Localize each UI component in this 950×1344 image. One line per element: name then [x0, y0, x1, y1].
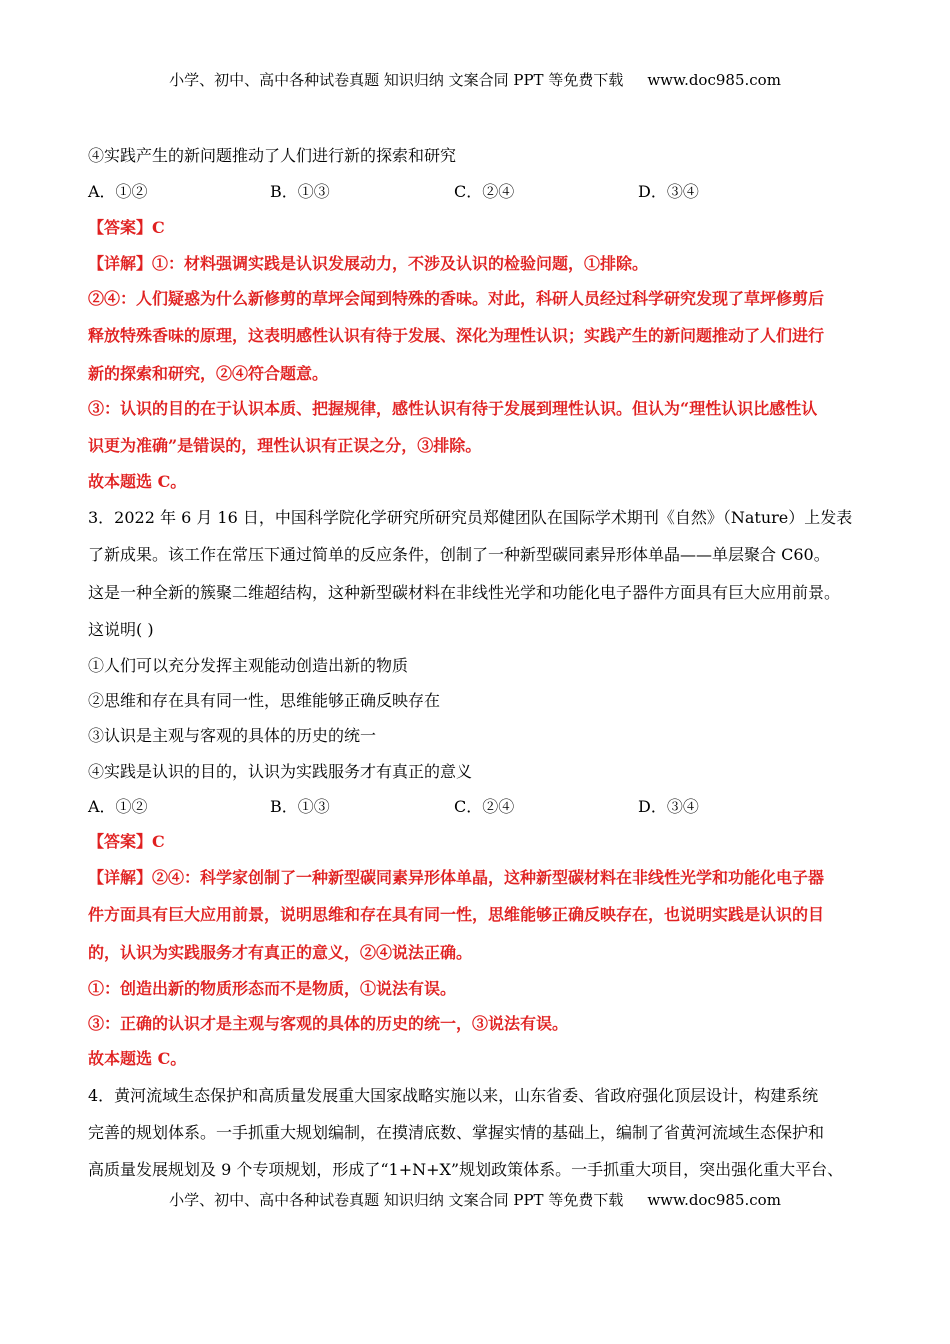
q3-item-1: ①人们可以充分发挥主观能动创造出新的物质 [88, 656, 409, 675]
page-footer [0, 1190, 950, 1210]
q3-conclusion: 故本题选 C。 [88, 1049, 187, 1068]
detail-label: 【详解】 [88, 254, 153, 273]
q3-stem-3: 这是一种全新的簇聚二维超结构，这种新型碳材料在非线性光学和功能化电子器件方面具有巨大应用前景。 [88, 583, 841, 602]
answer-value: C [152, 218, 165, 237]
q3-detail-1b: 件方面具有巨大应用前景，说明思维和存在具有同一性，思维能够正确反映存在，也说明实践是认识的目 [88, 905, 825, 924]
q2-detail-2b: 释放特殊香味的原理，这表明感性认识有待于发展、深化为理性认识；实践产生的新问题推动了人们进行 [88, 326, 825, 345]
page-header [0, 70, 950, 90]
q3-option-a: A．①② [88, 797, 148, 816]
q3-answer [88, 832, 862, 852]
q2-option-d: D．③④ [638, 182, 699, 201]
q3-stem-2: 了新成果。该工作在常压下通过简单的反应条件，创制了一种新型碳同素异形体单晶——单层聚合 C60。 [88, 545, 830, 564]
q2-item-4: ④实践产生的新问题推动了人们进行新的探索和研究 [88, 146, 457, 165]
q3-detail-3: ③：正确的认识才是主观与客观的具体的历史的统一，③说法有误。 [88, 1014, 569, 1033]
q2-option-c: C．②④ [454, 182, 515, 201]
q3-item-2: ②思维和存在具有同一性，思维能够正确反映存在 [88, 691, 441, 710]
q3-option-c: C．②④ [454, 797, 515, 816]
q2-option-a: A．①② [88, 182, 148, 201]
q3-stem-4: 这说明( ) [88, 620, 154, 639]
q2-detail-1: 【详解】①：材料强调实践是认识发展动力，不涉及认识的检验问题，①排除。 [88, 254, 649, 273]
q2-conclusion: 故本题选 C。 [88, 472, 187, 491]
footer-text: 小学、初中、高中各种试卷真题 知识归纳 文案合同 PPT 等免费下载 [169, 1191, 624, 1209]
q2-detail-2a: ②④：人们疑惑为什么新修剪的草坪会闻到特殊的香味。对此，科研人员经过科学研究发现了草坪修剪后 [88, 289, 825, 308]
q2-option-b: B．①③ [270, 182, 330, 201]
q3-option-b: B．①③ [270, 797, 330, 816]
q3-detail-1a: 【详解】②④：科学家创制了一种新型碳同素异形体单晶，这种新型碳材料在非线性光学和功能化电子器 [88, 868, 825, 887]
header-url[interactable]: www.doc985.com [647, 71, 781, 89]
q2-answer [88, 218, 862, 238]
q2-detail-3a: ③：认识的目的在于认识本质、把握规律，感性认识有待于发展到理性认识。但认为“理性认识比感性认 [88, 399, 818, 418]
q4-stem-1: 4．黄河流域生态保护和高质量发展重大国家战略实施以来，山东省委、省政府强化顶层设计，构建系统 [88, 1086, 819, 1105]
q4-stem-2: 完善的规划体系。一手抓重大规划编制，在摸清底数、掌握实情的基础上，编制了省黄河流域生态保护和 [88, 1123, 825, 1142]
q2-detail-3b: 识更为准确”是错误的，理性认识有正误之分，③排除。 [88, 436, 482, 455]
q2-detail-2c: 新的探索和研究，②④符合题意。 [88, 364, 329, 383]
q3-stem-1: 3．2022 年 6 月 16 日，中国科学院化学研究所研究员郑健团队在国际学术期刊《自然》（Nature）上发表 [88, 508, 853, 527]
q3-detail-2: ①：创造出新的物质形态而不是物质，①说法有误。 [88, 979, 457, 998]
answer-label: 【答案】 [88, 218, 153, 237]
q3-item-3: ③认识是主观与客观的具体的历史的统一 [88, 726, 377, 745]
q3-item-4: ④实践是认识的目的，认识为实践服务才有真正的意义 [88, 762, 473, 781]
detail-label: 【详解】 [88, 868, 153, 887]
footer-url[interactable]: www.doc985.com [647, 1191, 781, 1209]
answer-value: C [152, 832, 165, 851]
answer-label: 【答案】 [88, 832, 153, 851]
header-text: 小学、初中、高中各种试卷真题 知识归纳 文案合同 PPT 等免费下载 [169, 71, 624, 89]
q3-option-d: D．③④ [638, 797, 699, 816]
q4-stem-3: 高质量发展规划及 9 个专项规划，形成了“1+N+X”规划政策体系。一手抓重大项目，突出强化重大平台、 [88, 1160, 844, 1179]
q3-detail-1c: 的，认识为实践服务才有真正的意义，②④说法正确。 [88, 943, 473, 962]
